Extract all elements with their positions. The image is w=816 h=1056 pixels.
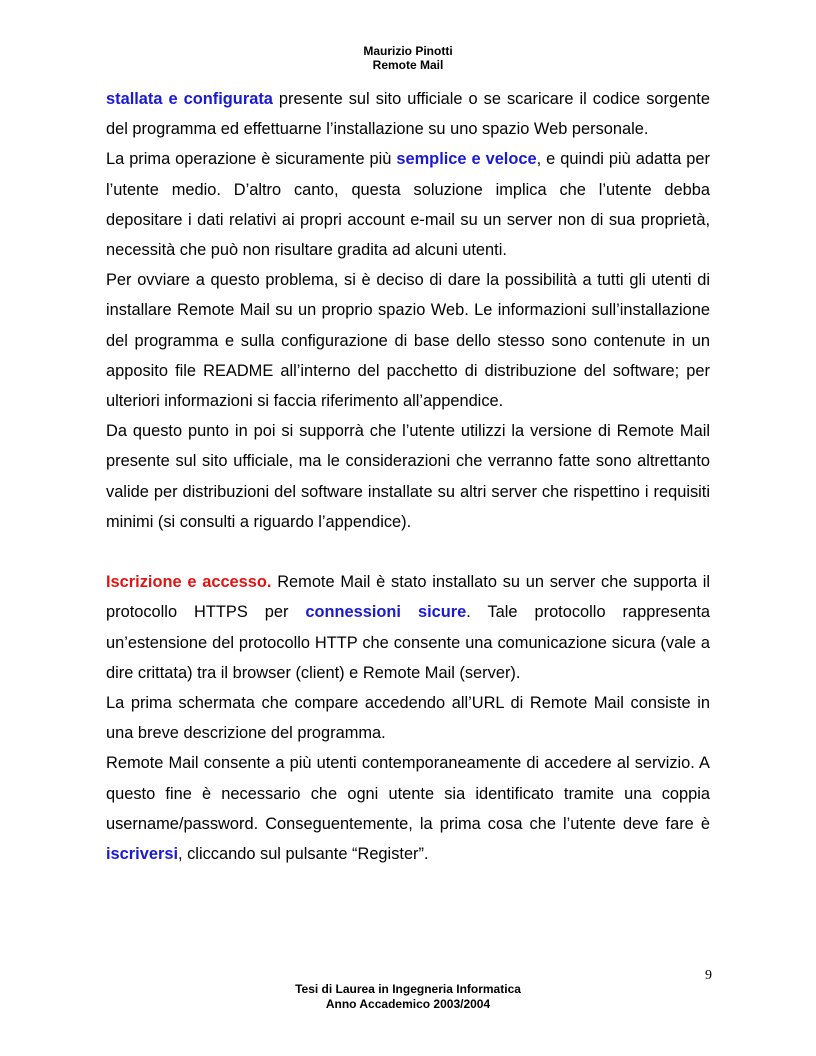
paragraph-text: , cliccando sul pulsante “Register”. — [178, 845, 429, 864]
paragraph-text: La prima operazione è sicuramente più — [106, 150, 397, 169]
body-text — [106, 84, 710, 869]
keyword: semplice e veloce — [396, 150, 537, 169]
paragraph-5 — [106, 567, 710, 688]
header-title: Remote Mail — [372, 58, 444, 72]
paragraph-text: presente sul sito ufficiale o se scaricare il codice sorgente del programma ed effettuarne l’installazione su uno spazio Web personale. — [106, 90, 710, 139]
paragraph-text: Remote Mail consente a più utenti contemporaneamente di accedere al servizio. A questo fine è necessario che ogni utente sia identificato tramite una coppia username/password. Conseguentemente, la prima cosa che l’utente deve fare è — [106, 754, 710, 833]
paragraph-2 — [106, 144, 710, 265]
paragraph-text: , e quindi più adatta per l’utente medio. D’altro canto, questa soluzione implica che l’utente debba depositare i dati relativi ai propri account e-mail su un server non di sua proprietà, necessità che può non risultare gradita ad alcuni utenti. — [106, 150, 710, 260]
running-header — [0, 44, 816, 72]
keyword: iscriversi — [106, 845, 178, 864]
paragraph-text: La prima schermata che compare accedendo all’URL di Remote Mail consiste in una breve descrizione del programma. — [106, 694, 710, 743]
keyword: stallata e configurata — [106, 90, 273, 108]
paragraph-4 — [106, 416, 710, 537]
page-number: 9 — [705, 968, 712, 983]
keyword: connessioni sicure — [305, 603, 467, 622]
paragraph-6 — [106, 688, 710, 748]
paragraph-text: Per ovviare a questo problema, si è deciso di dare la possibilità a tutti gli utenti di installare Remote Mail su un proprio spazio Web. Le informazioni sull’installazione del programma e sulla configurazione di base dello stesso sono contenute in un apposito file README all’interno del pacchetto di distribuzione del software; per ulteriori informazioni si faccia riferimento all’appendice. — [106, 271, 710, 411]
paragraph-3 — [106, 265, 710, 416]
paragraph-1 — [106, 84, 710, 144]
footer-academic-year: Anno Accademico 2003/2004 — [325, 997, 491, 1011]
paragraph-text: . Tale protocollo rappresenta un’estensione del protocollo HTTP che consente una comunicazione sicura (vale a dire crittata) tra il browser (client) e Remote Mail (server). — [106, 603, 710, 682]
paragraph-7 — [106, 748, 710, 869]
header-author: Maurizio Pinotti — [363, 44, 453, 58]
paragraph-text: Da questo punto in poi si supporrà che l’utente utilizzi la versione di Remote Mail presente sul sito ufficiale, ma le considerazioni che verranno fatte sono altrettanto valide per distribuzioni del software installate su altri server che rispettino i requisiti minimi (si consulti a riguardo l’appendice). — [106, 422, 710, 531]
section-heading: Iscrizione e accesso. — [106, 573, 272, 592]
footer — [0, 982, 816, 1012]
footer-thesis-title: Tesi di Laurea in Ingegneria Informatica — [295, 982, 521, 996]
paragraph-text: Remote Mail è stato installato su un server che supporta il protocollo HTTPS per — [106, 573, 710, 622]
